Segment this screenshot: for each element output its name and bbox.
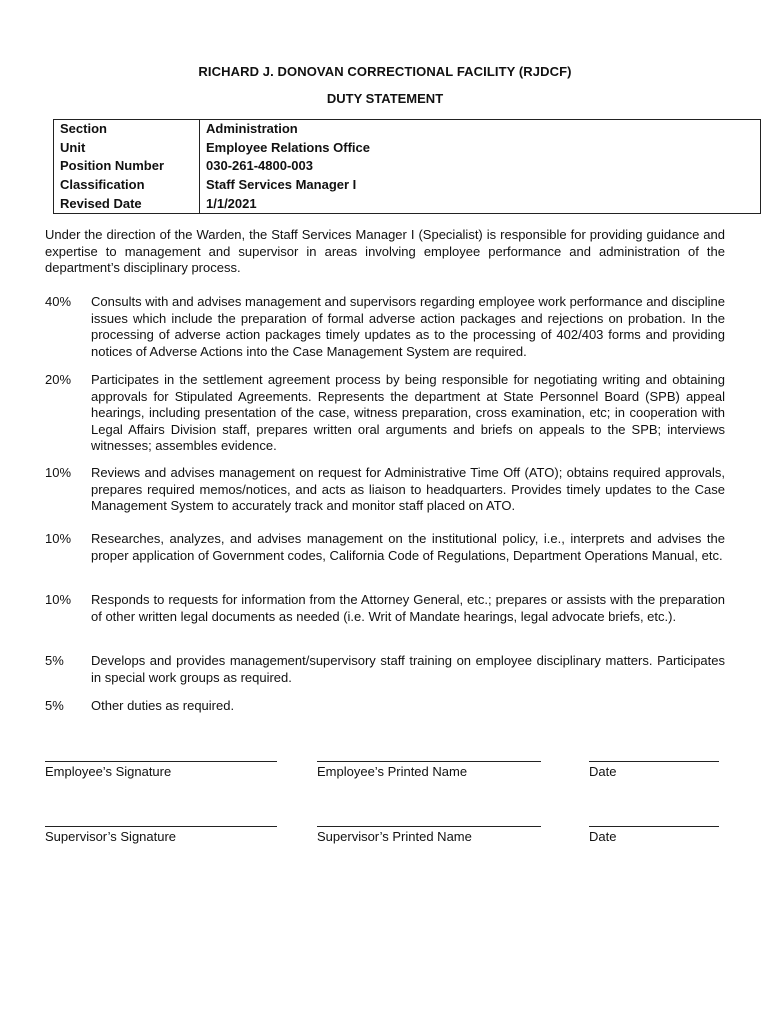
duty-item [45, 465, 725, 515]
employee-signature-label: Employee’s Signature [45, 764, 172, 779]
info-value: 030-261-4800-003 [200, 157, 761, 176]
info-label: Section [54, 120, 200, 139]
info-row-revised-date [54, 194, 761, 213]
supervisor-date-line[interactable] [589, 826, 719, 827]
supervisor-printed-name-line[interactable] [317, 826, 541, 827]
info-row-unit [54, 139, 761, 158]
duty-text: Participates in the settlement agreement process by being responsible for negotiating writing and obtaining approvals for Stipulated Agreements. Represents the department at State Personnel Board (SPB) appeal hearings, including presentation of the case, witness preparation, cross examination, etc; in cooperation with Legal Affairs Division staff, prepares written oral arguments and briefs on appeals to the SPB; interviews witnesses; assembles evidence. [91, 372, 725, 453]
supervisor-signature-line[interactable] [45, 826, 277, 827]
employee-signature-line[interactable] [45, 761, 277, 762]
duty-item [45, 294, 725, 360]
duty-percent: 10% [45, 465, 72, 480]
duty-text: Other duties as required. [91, 698, 235, 713]
duty-item [45, 531, 725, 564]
duty-percent: 5% [45, 653, 64, 668]
info-label: Revised Date [54, 194, 200, 213]
duty-text: Develops and provides management/supervisory staff training on employee disciplinary matters. Participates in special work groups as required. [91, 653, 725, 685]
duty-percent: 5% [45, 698, 64, 713]
employee-printed-name-label: Employee’s Printed Name [317, 764, 468, 779]
duty-percent: 40% [45, 294, 72, 309]
employee-date-line[interactable] [589, 761, 719, 762]
duty-text: Responds to requests for information from the Attorney General, etc.; prepares or assists with the preparation of other written legal documents as needed (i.e. Writ of Mandate hearings, legal advocate briefs, etc.). [91, 592, 725, 624]
duty-item [45, 698, 725, 715]
info-value: 1/1/2021 [200, 194, 761, 213]
organization-title: RICHARD J. DONOVAN CORRECTIONAL FACILITY (RJDCF) [198, 64, 572, 79]
duty-text: Consults with and advises management and supervisors regarding employee work performance and discipline issues which include the preparation of formal adverse action packages and rejections on probation. In the processing of adverse action packages timely updates as to the processing of 402/403 forms and providing notices of Adverse Actions into the Case Management System are required. [91, 294, 725, 359]
supervisor-date-label: Date [589, 829, 617, 844]
duty-text: Researches, analyzes, and advises management on the institutional policy, i.e., interprets and advises the proper application of Government codes, California Code of Regulations, Department Operations Manual, etc. [91, 531, 725, 563]
supervisor-signature-label: Supervisor’s Signature [45, 829, 177, 844]
document-title: DUTY STATEMENT [326, 91, 444, 106]
info-value: Staff Services Manager I [200, 176, 761, 195]
info-row-position-number [54, 157, 761, 176]
info-label: Classification [54, 176, 200, 195]
duty-percent: 10% [45, 531, 72, 546]
intro-paragraph: Under the direction of the Warden, the Staff Services Manager I (Specialist) is responsible for providing guidance and expertise to management and supervisor in areas involving employee performance and administration of the department’s disciplinary process. [45, 227, 725, 275]
duty-text: Reviews and advises management on request for Administrative Time Off (ATO); obtains required approvals, prepares required memos/notices, and acts as liaison to headquarters. Provides timely updates to the Case Management System to accurately track and monitor staff placed on ATO. [91, 465, 725, 513]
supervisor-printed-name-label: Supervisor’s Printed Name [317, 829, 472, 844]
info-value: Administration [200, 120, 761, 139]
info-label: Position Number [54, 157, 200, 176]
info-row-classification [54, 176, 761, 195]
info-label: Unit [54, 139, 200, 158]
duty-percent: 10% [45, 592, 72, 607]
duty-item [45, 592, 725, 625]
position-info-table [53, 119, 761, 214]
duty-item [45, 653, 725, 686]
info-value: Employee Relations Office [200, 139, 761, 158]
duty-percent: 20% [45, 372, 72, 387]
info-row-section [54, 120, 761, 139]
duty-item [45, 372, 725, 455]
employee-printed-name-line[interactable] [317, 761, 541, 762]
employee-date-label: Date [589, 764, 617, 779]
